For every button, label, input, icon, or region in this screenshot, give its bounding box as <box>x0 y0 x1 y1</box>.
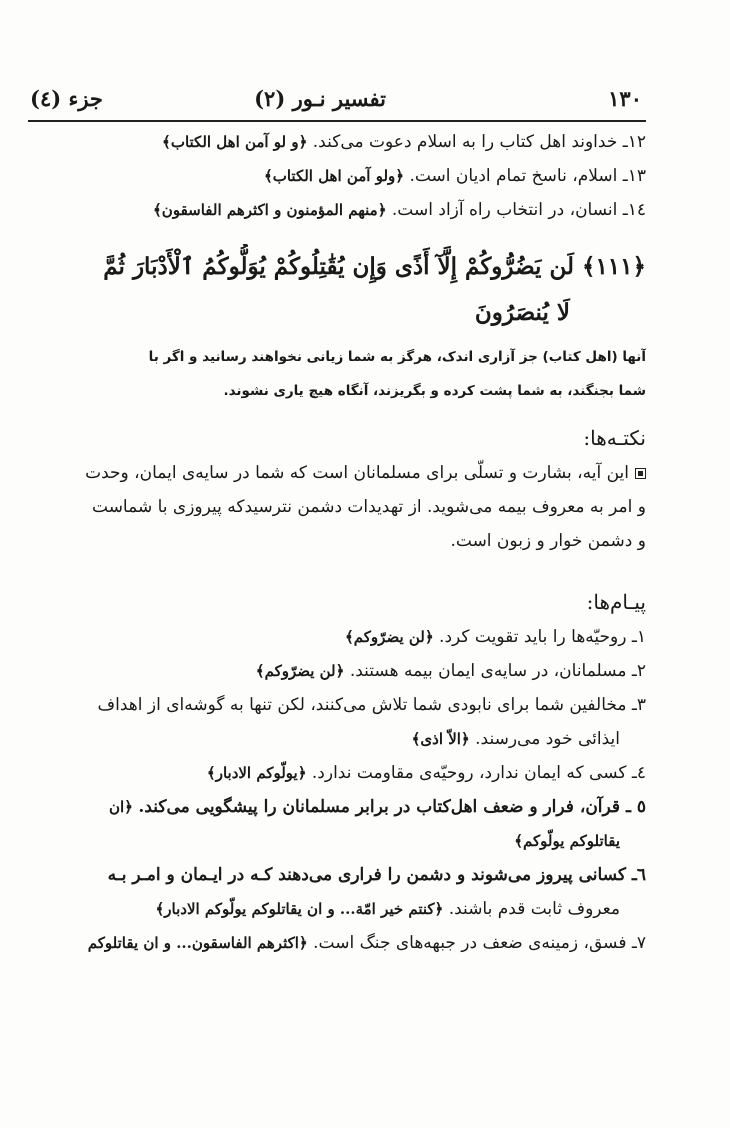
verse-translation <box>26 340 646 408</box>
notes-section <box>26 420 646 558</box>
message-6: ٦ـ كسانى پيروز مى‌شوند و دشمن را فرارى مى‌دهند كـه در ايـمان و امـر بـه <box>107 865 646 885</box>
message-5-cont: يقاتلوكم يولّوكم﴾ <box>514 832 620 850</box>
verse-line-1: ﴿١١١﴾ لَن يَضُرُّوكُمْ إِلَّآ أَذًى وَإِن يُقَٰتِلُوكُمْ يُوَلُّوكُمُ ٱلْأَدْبَارَ ثُمَّ <box>103 253 646 280</box>
message-3-cont: ايذائى خود مى‌رسند. ﴿الاّ اذى﴾ <box>411 729 620 749</box>
translation-line-2: شما بجنگند، به شما پشت كرده و بگريزند، آنگاه هيچ يارى نشوند. <box>223 383 646 399</box>
running-header <box>30 82 642 118</box>
point-13: ١٣ـ اسلام، ناسخ تمام اديان است. ﴿ولو آمن اهل الكتاب﴾ <box>263 166 646 186</box>
translation-line-1: آنها (اهل كتاب) جز آزارى اندک، هرگز به شما زيانى نخواهند رسانيد و اگر با <box>148 349 646 365</box>
square-bullet-icon <box>635 468 646 479</box>
notes-line-1: اين آيه، بشارت و تسلّى براى مسلمانان است كه شما در سايه‌ى ايمان، وحدت <box>26 456 646 490</box>
messages-title: پيـام‌ها: <box>586 590 646 614</box>
notes-line-2: و امر به معروف بيمه مى‌شويد. از تهديدات دشمن نترسيدكه پيروزى با شماست <box>92 497 646 517</box>
message-7: ٧ـ فسق، زمينه‌ى ضعف در جبهه‌هاى جنگ است. ﴿اكثرهم الفاسقون... و ان يقاتلوكم <box>87 933 646 953</box>
message-2: ٢ـ مسلمانان، در سايه‌ى ايمان بيمه هستند. ﴿لن يضرّوكم﴾ <box>255 661 646 681</box>
message-4: ٤ـ كسى كه ايمان ندارد، روحيّه‌ى مقاومت ندارد. ﴿يولّوكم الادبار﴾ <box>206 763 646 783</box>
point-12: ١٢ـ خداوند اهل كتاب را به اسلام دعوت مى‌كند. ﴿و لو آمن اهل الكتاب﴾ <box>162 132 646 152</box>
header-rule <box>28 120 646 122</box>
book-title: تفسير نـور (٢) <box>254 86 386 111</box>
notes-line-3: و دشمن خوار و زبون است. <box>450 531 646 551</box>
message-5: ٥ ـ قرآن، فرار و ضعف اهل‌كتاب در برابر مسلمانان را پيشگويى مى‌كند. ﴿ان <box>109 797 646 817</box>
page-number: ١٣٠ <box>608 86 642 111</box>
message-3: ٣ـ مخالفين شما براى نابودى شما تلاش مى‌كنند، لكن تنها به گوشه‌اى از اهداف <box>97 695 646 715</box>
point-quote: ﴿ولو آمن اهل الكتاب﴾ <box>263 167 405 185</box>
message-6-cont: معروف ثابت قدم باشند. ﴿كنتم خير امّة... و ان يقاتلوكم يولّوكم الادبار﴾ <box>155 899 620 919</box>
notes-title: نكتـه‌ها: <box>583 426 646 450</box>
quran-verse <box>36 244 646 336</box>
message-1: ١ـ روحيّه‌ها را بايد تقويت كرد. ﴿لن يضرّوكم﴾ <box>345 627 646 647</box>
point-14: ١٤ـ انسان، در انتخاب راه آزاد است. ﴿منهم المؤمنون و اكثرهم الفاسقون﴾ <box>153 200 646 220</box>
part-number: جزء (٤) <box>30 86 103 111</box>
point-quote: ﴿و لو آمن اهل الكتاب﴾ <box>162 133 308 151</box>
verse-line-2: لَا يُنصَرُونَ <box>474 299 570 326</box>
messages-section <box>26 584 646 960</box>
points-top <box>46 125 646 227</box>
point-quote: ﴿منهم المؤمنون و اكثرهم الفاسقون﴾ <box>153 201 387 219</box>
